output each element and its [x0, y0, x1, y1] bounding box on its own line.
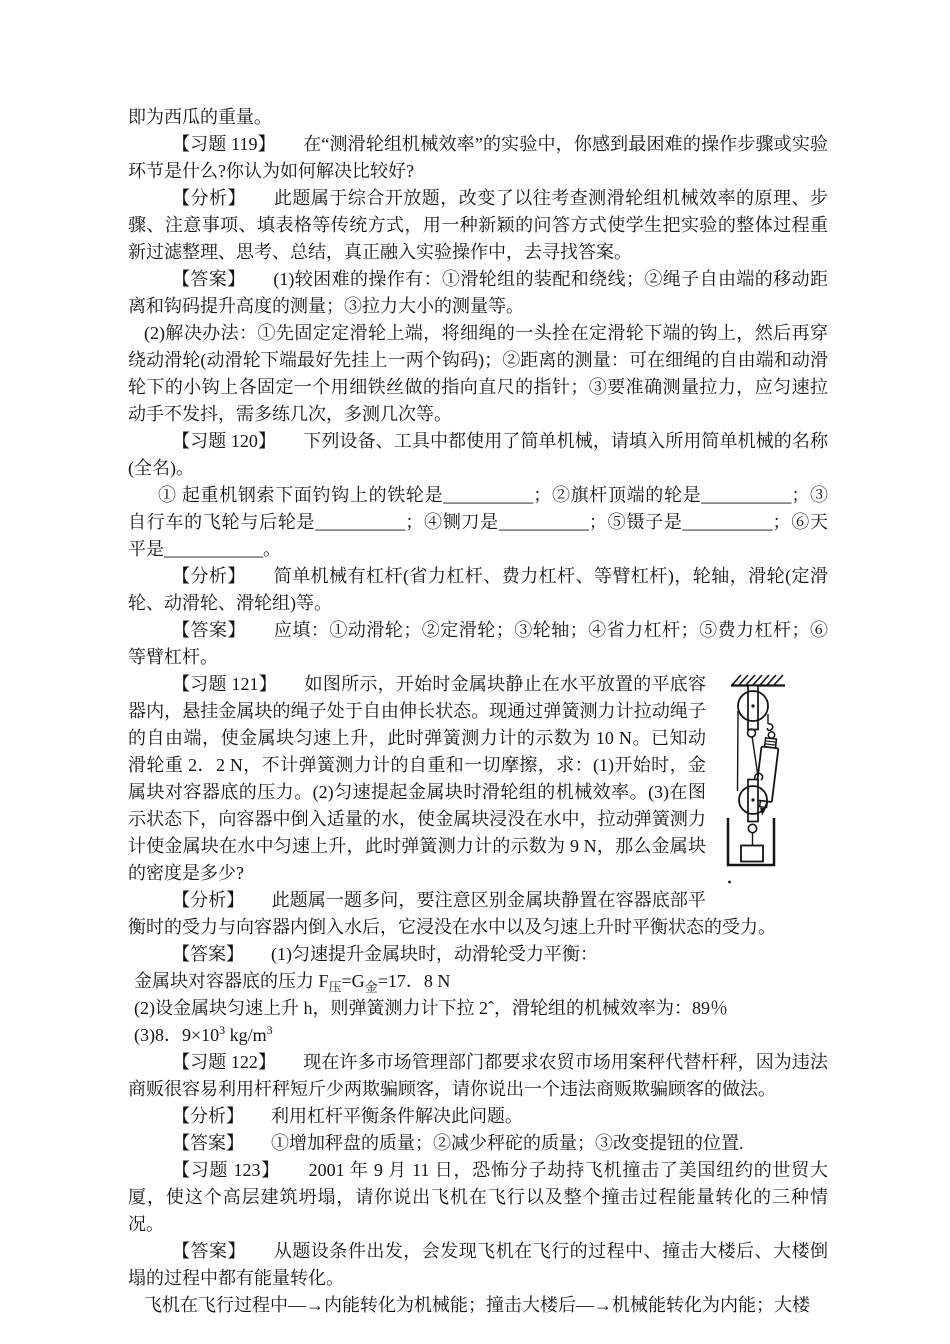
- superscript-exp: 3: [219, 1023, 226, 1037]
- exercise-121-answer-force: [128, 968, 828, 995]
- exercise-120-analysis: 【分析】 简单机械有杠杆(省力杠杆、费力杠杆、等臂杠杆)，轮轴，滑轮(定滑轮、动滑轮、滑轮组)等。: [128, 566, 828, 613]
- superscript-unit-exp: 3: [266, 1023, 273, 1037]
- stray-dot: [728, 881, 731, 884]
- subscript-ya: 压: [328, 979, 342, 995]
- ceiling-hatch-icon: [731, 675, 785, 686]
- force-text-mid: =G: [341, 971, 365, 991]
- exercise-121-answer: 【答案】 (1)匀速提升金属块时，动滑轮受力平衡：: [172, 944, 598, 964]
- exercise-120-answer: 【答案】 应填：①动滑轮；②定滑轮；③轮轴；④省力杠杆；⑤费力杠杆；⑥等臂杠杆。: [128, 620, 828, 667]
- force-text-post: =17．8 N: [377, 971, 451, 991]
- exercise-123-energy-conversions: 飞机在飞行过程中—→内能转化为机械能；撞击大楼后—→机械能转化为内能；大楼: [144, 1295, 810, 1315]
- exercise-122-analysis: 【分析】 利用杠杆平衡条件解决此问题。: [172, 1106, 523, 1126]
- pulley-figure-drawing: [716, 673, 822, 895]
- hook-icon: [767, 724, 772, 731]
- exercise-123-answer: 【答案】 从题设条件出发，会发现飞机在飞行的过程中、撞击大楼后、大楼倒塌的过程中都有能量转化。: [128, 1241, 828, 1288]
- exercise-119-answer-part2: (2)解决办法：①先固定定滑轮上端，将细绳的一头拴在定滑轮下端的钩上，然后再穿绕动滑轮(动滑轮下端最好先挂上一两个钩码)；②距离的测量：可在细绳的自由端和动滑轮下的小钩上各固定一个用细铁丝做的指向直尺的指针；③要准确测量拉力，应匀速拉动手不发抖，需多练几次，多测几次等。: [128, 323, 828, 424]
- force-text-pre: 金属块对容器底的压力 F: [134, 971, 329, 991]
- exercise-122: 【习题 122】 现在许多市场管理部门都要求农贸市场用案秤代替杆秤，因为违法商贩很容易利用杆秤短斤少两欺骗顾客，请你说出一个违法商贩欺骗顾客的做法。: [128, 1052, 828, 1099]
- metal-block-icon: [741, 846, 763, 862]
- exercise-121-answer-density: [128, 1022, 828, 1049]
- exercise-119-analysis: 【分析】 此题属于综合开放题，改变了以往考查测滑轮组机械效率的原理、步骤、注意事项、填表格等传统方式，用一种新颖的问答方式使学生把实验的整体过程重新过滤整理、思考、总结，真正融入实验操作中，去寻找答案。: [128, 188, 828, 262]
- exercise-121-block: [128, 671, 828, 941]
- exercise-120: 【习题 120】 下列设备、工具中都使用了简单机械，请填入所用简单机械的名称(全名)。: [128, 431, 828, 478]
- density-text-pre: (3)8．9×10: [134, 1025, 220, 1045]
- density-text-unit: kg/m: [225, 1025, 267, 1045]
- exercise-123: 【习题 123】 2001 年 9 月 11 日，恐怖分子劫持飞机撞击了美国纽约的世贸大厦，使这个高层建筑坍塌，请你说出飞机在飞行以及整个撞击过程能量转化的三种情况。: [128, 1160, 828, 1234]
- exercise-121-answer-efficiency: (2)设金属块匀速上升 h，则弹簧测力计下拉 2ˆ，滑轮组的机械效率为：89％: [134, 998, 728, 1018]
- exercise-121: 【习题 121】 如图所示，开始时金属块静止在水平放置的平底容器内，悬挂金属块的绳子处于自由伸长状态。现通过弹簧测力计拉动绳子的自由端，使金属块匀速上升，此时弹簧测力计的示数为 10 N。已知动滑轮重 2．2 N，不计弹簧测力计的自重和一切摩擦，求：(1)开始时，金属块对容器底的压力。(2)匀速提起金属块时滑轮组的机械效率。(3)在图示状态下，向容器中倒入适量的水，使金属块浸没在水中，拉动弹簧测力计使金属块在水中匀速上升，此时弹簧测力计的示数为 9 N，那么金属块的密度是多少?: [128, 674, 706, 883]
- exercise-119-answer: 【答案】 (1)较困难的操作有：①滑轮组的装配和绕线；②绳子自由端的移动距离和钩码提升高度的测量；③拉力大小的测量等。: [128, 269, 828, 316]
- fixed-pulley-icon: [738, 686, 768, 738]
- exercise-122-answer: 【答案】 ①增加秤盘的质量；②减少秤砣的质量；③改变提钮的位置.: [172, 1133, 744, 1153]
- subscript-jin: 金: [364, 979, 378, 995]
- document-page: [128, 104, 828, 1319]
- text-watermelon-weight: 即为西瓜的重量。: [128, 107, 272, 127]
- exercise-119: 【习题 119】 在“测滑轮组机械效率”的实验中，你感到最困难的操作步骤或实验环节是什么?你认为如何解决比较好?: [128, 134, 828, 181]
- pulley-system-figure: [716, 673, 828, 897]
- exercise-121-analysis: 【分析】 此题属一题多问，要注意区别金属块静置在容器底部平衡时的受力与向容器内倒入水后，它浸没在水中以及匀速上升时平衡状态的受力。: [128, 890, 776, 937]
- exercise-120-blanks: ① 起重机钢索下面钓钩上的铁轮是__________；②旗杆顶端的轮是__________；③自行车的飞轮与后轮是__________；④铡刀是__________；⑤镊子是__________；⑥天平是___________。: [128, 485, 828, 559]
